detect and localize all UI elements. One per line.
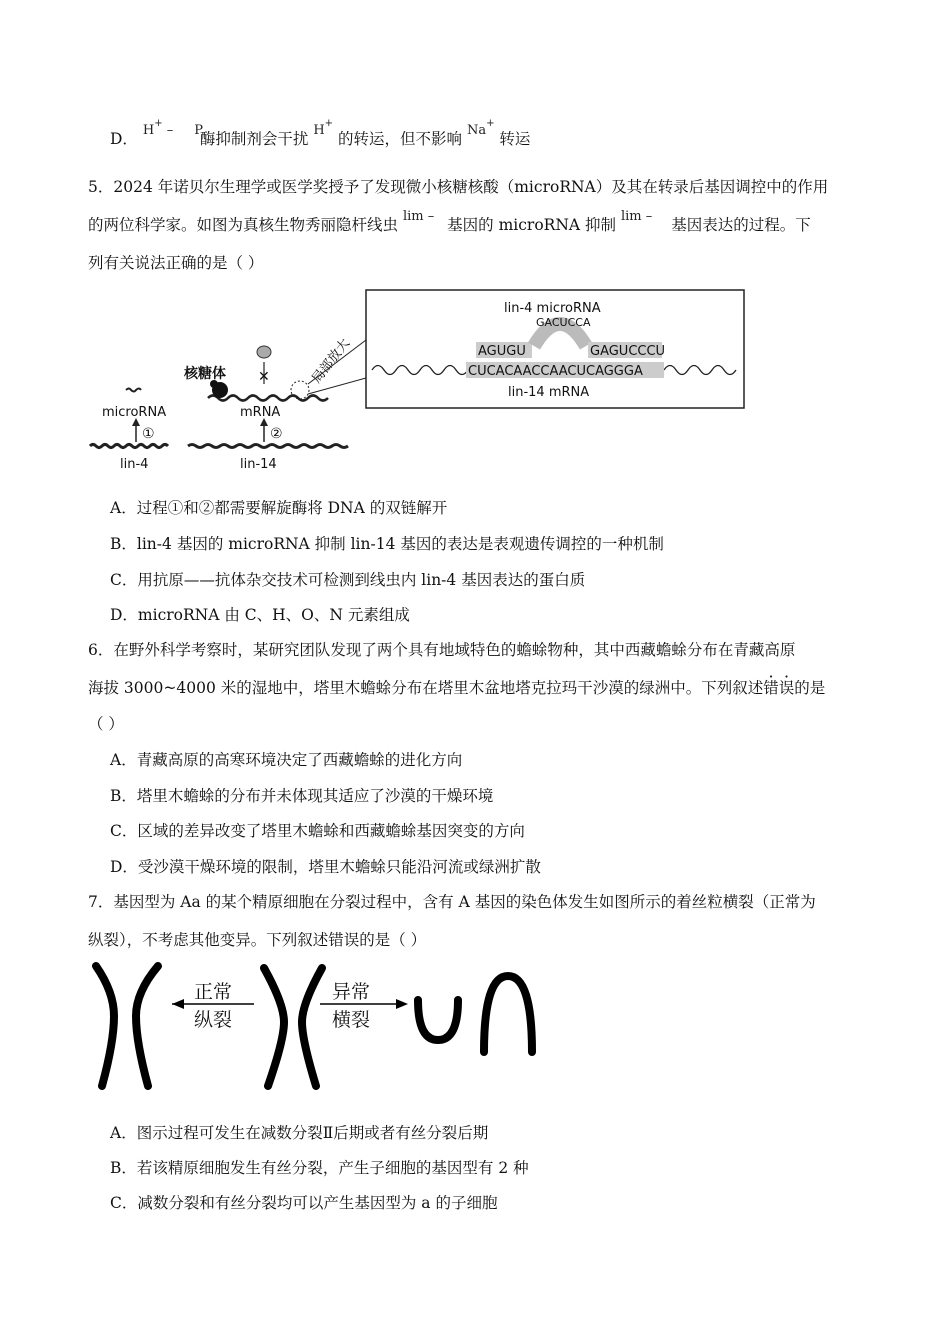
q5-option-b: B．lin-4 基因的 microRNA 抑制 lin-14 基因的表达是表观遗传调控的一种机制 (110, 535, 664, 553)
q6-option-c: C．区域的差异改变了塔里木蟾蜍和西藏蟾蜍基因突变的方向 (110, 822, 525, 840)
q6-option-d: D．受沙漠干燥环境的限制，塔里木蟾蜍只能沿河流或绿洲扩散 (110, 858, 541, 876)
chromatid-arch (484, 976, 532, 1052)
abnormal-label-1: 异常 (332, 981, 371, 1003)
seq-loop: GACUCCA (536, 316, 591, 329)
lim-formula: lim – (402, 209, 435, 224)
lin14-dna (188, 445, 348, 448)
protein-blob (257, 346, 271, 358)
q6-option-b: B．塔里木蟾蜍的分布并未体现其适应了沙漠的干燥环境 (110, 787, 494, 805)
gene2-label: lin-14 (240, 457, 277, 472)
q5-stem-line3: 列有关说法正确的是（ ） (88, 254, 264, 272)
mirna-figure (88, 286, 758, 476)
step2-label: ② (270, 426, 283, 442)
q7-stem-line2: 纵裂），不考虑其他变异。下列叙述错误的是（ ） (88, 931, 427, 949)
q7-option-c: C．减数分裂和有丝分裂均可以产生基因型为 a 的子细胞 (110, 1194, 498, 1212)
p-formula: P (194, 123, 203, 138)
h-ion-formula: H+ – (142, 118, 174, 138)
seq-mrna: CUCACAACCAACUCAGGGA (468, 364, 643, 379)
chromosome-figure (88, 962, 548, 1092)
seq-right: GAGUCCCU (590, 344, 666, 359)
chromosome-x-2 (302, 968, 322, 1086)
na-ion-formula: Na+ (466, 118, 495, 138)
q5-option-a: A．过程①和②都需要解旋酶将 DNA 的双链解开 (110, 499, 448, 517)
chromosome-x-1 (264, 968, 284, 1086)
inset-bottom-label: lin-14 mRNA (508, 385, 590, 400)
q4-option-d: D． $^{H^+ -}$ $^P$ 酶抑制剂会干扰 $^{H^+}$ 的转运，但不影响 $^{Na^+}$ 转运 (110, 118, 531, 148)
q7-option-b: B．若该精原细胞发生有丝分裂，产生子细胞的基因型有 2 种 (110, 1159, 529, 1177)
lin4-dna (90, 445, 168, 448)
q5-option-c: C．用抗原——抗体杂交技术可检测到线虫内 lin-4 基因表达的蛋白质 (110, 571, 586, 589)
ribosome-label: 核糖体 (184, 366, 226, 382)
gene1-label: lin-4 (120, 457, 149, 472)
chromatid-u (418, 1000, 458, 1040)
q7-option-a: A．图示过程可发生在减数分裂Ⅱ后期或者有丝分裂后期 (110, 1124, 489, 1142)
microrna-label: microRNA (102, 405, 167, 420)
h-ion-formula-2: H+ (313, 118, 334, 138)
chromatid-left-2 (136, 966, 158, 1086)
zoom-circle (291, 381, 309, 399)
q6-stem-line1: 6．在野外科学考察时，某研究团队发现了两个具有地域特色的蟾蜍物种，其中西藏蟾蜍分布在青藏高原 (88, 641, 796, 659)
step1-label: ① (142, 426, 155, 442)
seq-left: AGUGU (478, 344, 526, 359)
q7-stem-line1: 7．基因型为 Aa 的某个精原细胞在分裂过程中，含有 A 基因的染色体发生如图所示的着丝粒横裂（正常为 (88, 893, 816, 911)
q6-stem-line2: 海拔 3000~4000 米的湿地中，塔里木蟾蜍分布在塔里木盆地塔克拉玛干沙漠的绿洲中。下列叙述错误的是 (88, 679, 826, 697)
q5-stem-line2: 的两位科学家。如图为真核生物秀丽隐杆线虫 $^{lim -}$ 基因的 microRNA 抑制 $^{lim -}$ 基因表达的过程。下 (88, 209, 811, 234)
normal-label-2: 纵裂 (194, 1009, 233, 1031)
mrna-label: mRNA (240, 405, 281, 420)
lim-formula-2: lim – (620, 209, 653, 224)
zoom-label: 局部放大 (309, 336, 354, 387)
normal-label-1: 正常 (194, 981, 233, 1003)
q6-stem-line3: （ ） (88, 715, 124, 733)
chromatid-left-1 (96, 966, 114, 1086)
svg-text:✕: ✕ (258, 369, 270, 385)
q5-stem-line1: 5．2024 年诺贝尔生理学或医学奖授予了发现微小核糖核酸（microRNA）及其在转录后基因调控中的作用 (88, 178, 829, 196)
abnormal-label-2: 横裂 (332, 1009, 371, 1031)
mrna-strand (208, 396, 328, 401)
inset-top-label: lin-4 microRNA (504, 301, 601, 316)
q5-option-d: D．microRNA 由 C、H、O、N 元素组成 (110, 606, 410, 624)
microrna-squiggle (126, 389, 141, 392)
q6-option-a: A．青藏高原的高寒环境决定了西藏蟾蜍的进化方向 (110, 751, 463, 769)
